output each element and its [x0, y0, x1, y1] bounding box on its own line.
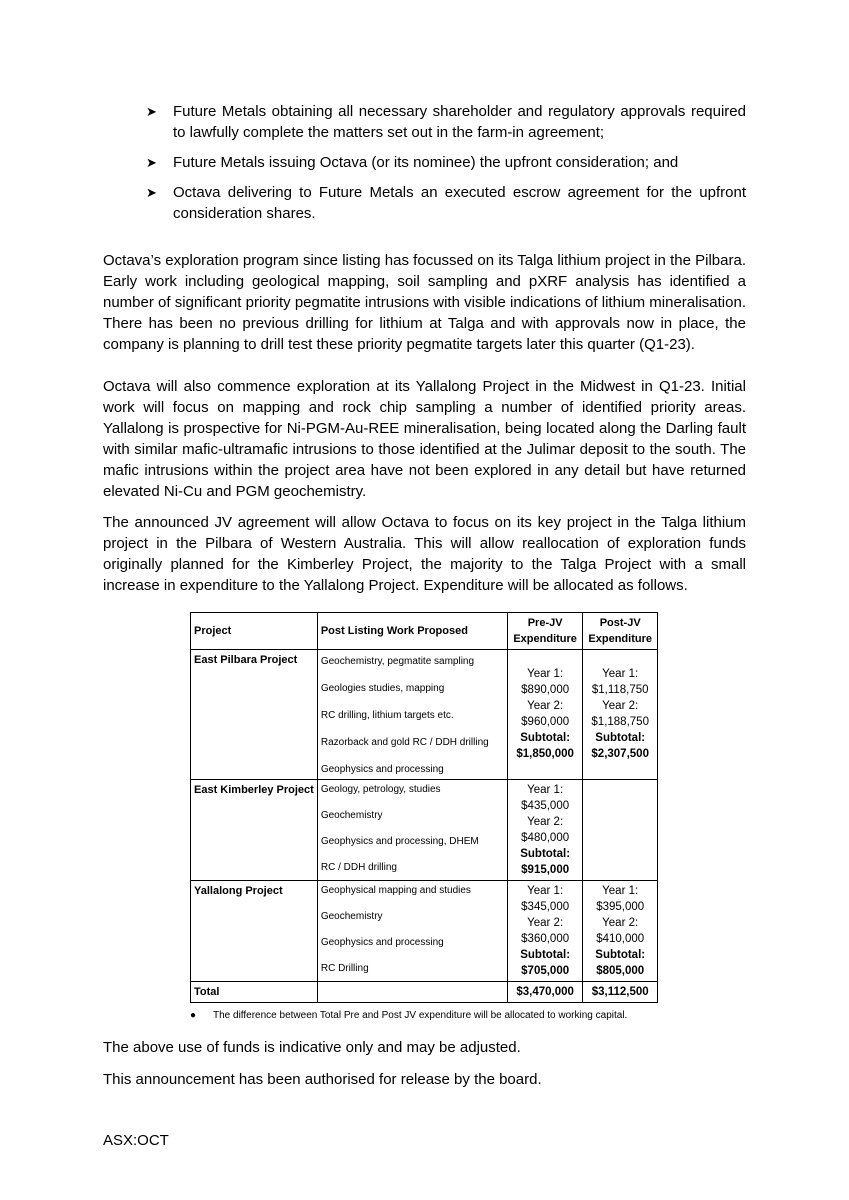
amount-value: $345,000 [521, 901, 570, 913]
list-item [146, 182, 746, 224]
amount-label: Year 2: [602, 700, 639, 712]
subtotal-value: $915,000 [521, 864, 570, 876]
work-item: Geophysics and processing, DHEM [320, 836, 479, 847]
pre-jv-amounts [507, 780, 583, 881]
subtotal-value: $805,000 [596, 965, 645, 977]
funds-indicative-note: The above use of funds is indicative only and may be adjusted. [103, 1039, 521, 1056]
work-item: RC / DDH drilling [320, 862, 397, 873]
list-item [146, 101, 746, 143]
subtotal-value: $705,000 [521, 965, 570, 977]
condition-text: Octava delivering to Future Metals an executed escrow agreement for the upfront consideration shares. [173, 184, 746, 222]
work-item: Geophysics and processing [320, 937, 444, 948]
total-row [191, 982, 658, 1003]
subtotal-label: Subtotal: [520, 949, 571, 961]
pre-jv-amounts [507, 650, 583, 780]
subtotal-value: $2,307,500 [591, 748, 649, 760]
amount-value: $890,000 [521, 684, 570, 696]
header-pre-line2: Expenditure [513, 633, 577, 645]
work-item: Razorback and gold RC / DDH drilling [320, 737, 489, 748]
work-item: Geology, petrology, studies [320, 784, 441, 795]
subtotal-label: Subtotal: [520, 732, 571, 744]
amount-value: $435,000 [521, 800, 570, 812]
subtotal-label: Subtotal: [520, 848, 571, 860]
amount-value: $395,000 [596, 901, 645, 913]
total-post-jv: $3,112,500 [583, 982, 658, 1003]
header-pre-jv [507, 613, 583, 650]
header-post-line2: Expenditure [588, 633, 652, 645]
footer-asx-code: ASX:OCT [103, 1132, 169, 1149]
work-list [317, 780, 507, 881]
total-pre-jv: $3,470,000 [507, 982, 583, 1003]
table-row [191, 780, 658, 881]
post-jv-amounts [583, 881, 658, 982]
amount-label: Year 2: [602, 917, 639, 929]
amount-value: $480,000 [521, 832, 570, 844]
expenditure-table [190, 612, 658, 1003]
total-work-empty [317, 982, 507, 1003]
authorisation-note: This announcement has been authorised for release by the board. [103, 1071, 542, 1088]
paragraph-yallalong: Octava will also commence exploration at its Yallalong Project in the Midwest in Q1-23. Initial work will focus on mapping and rock chip sampling a number of identified priority areas. Yallalong is prospective for Ni-PGM-Au-REE mineralisation, being located along the Darling fault with similar mafic-ultramafic intrusions to those identified at the Julimar deposit to the south. The mafic intrusions within the project area have not been explored in any detail but have returned elevated Ni-Cu and PGM geochemistry. [103, 378, 746, 500]
table-row [191, 650, 658, 780]
work-item: Geophysics and processing [320, 764, 444, 775]
conditions-list [146, 101, 746, 232]
work-list [317, 881, 507, 982]
amount-label: Year 1: [527, 784, 564, 796]
header-post-jv [583, 613, 658, 650]
post-jv-amounts [583, 650, 658, 780]
amount-label: Year 2: [527, 917, 564, 929]
arrow-bullet-icon: ➤ [146, 104, 157, 119]
amount-label: Year 1: [527, 668, 564, 680]
condition-text: Future Metals issuing Octava (or its nominee) the upfront consideration; and [173, 154, 679, 171]
pre-jv-amounts [507, 881, 583, 982]
post-jv-amounts-empty [583, 780, 658, 881]
header-work: Post Listing Work Proposed [317, 613, 507, 650]
table-row [191, 881, 658, 982]
amount-value: $410,000 [596, 933, 645, 945]
amount-value: $960,000 [521, 716, 570, 728]
amount-label: Year 2: [527, 816, 564, 828]
work-list [317, 650, 507, 780]
footnote-text: The difference between Total Pre and Post JV expenditure will be allocated to working capital. [213, 1010, 628, 1021]
amount-label: Year 1: [602, 885, 639, 897]
total-label: Total [191, 982, 318, 1003]
work-item: Geophysical mapping and studies [320, 885, 471, 896]
amount-value: $1,118,750 [591, 684, 649, 696]
arrow-bullet-icon: ➤ [146, 185, 157, 200]
condition-text: Future Metals obtaining all necessary shareholder and regulatory approvals required to lawfully complete the matters set out in the farm-in agreement; [173, 103, 746, 141]
project-name: Yallalong Project [191, 881, 318, 982]
header-post-line1: Post-JV [599, 617, 641, 629]
header-pre-line1: Pre-JV [527, 617, 563, 629]
work-item: Geochemistry, pegmatite sampling [320, 656, 475, 667]
work-item: RC drilling, lithium targets etc. [320, 710, 454, 721]
list-item [146, 152, 746, 173]
amount-label: Year 1: [602, 668, 639, 680]
paragraph-jv-agreement: The announced JV agreement will allow Octava to focus on its key project in the Talga lithium project in the Pilbara of Western Australia. This will allow reallocation of exploration funds originally planned for the Kimberley Project, the majority to the Talga Project with a small increase in expenditure to the Yallalong Project. Expenditure will be allocated as follows. [103, 514, 746, 594]
subtotal-label: Subtotal: [595, 732, 646, 744]
table-header-row [191, 613, 658, 650]
work-item: Geochemistry [320, 810, 383, 821]
work-item: Geochemistry [320, 911, 383, 922]
amount-value: $1,188,750 [591, 716, 649, 728]
amount-label: Year 2: [527, 700, 564, 712]
paragraph-talga: Octava’s exploration program since listing has focussed on its Talga lithium project in the Pilbara. Early work including geological mapping, soil sampling and pXRF analysis has identified a number of significant priority pegmatite intrusions with visible indications of lithium mineralisation. There has been no previous drilling for lithium at Talga and with approvals now in place, the company is planning to drill test these priority pegmatite targets later this quarter (Q1-23). [103, 252, 746, 353]
header-project: Project [191, 613, 318, 650]
amount-value: $360,000 [521, 933, 570, 945]
project-name: East Kimberley Project [191, 780, 318, 881]
work-item: RC Drilling [320, 963, 369, 974]
amount-label: Year 1: [527, 885, 564, 897]
bullet-dot-icon: ● [190, 1010, 197, 1021]
arrow-bullet-icon: ➤ [146, 155, 157, 170]
work-item: Geologies studies, mapping [320, 683, 445, 694]
project-name: East Pilbara Project [191, 650, 318, 780]
subtotal-value: $1,850,000 [516, 748, 574, 760]
subtotal-label: Subtotal: [595, 949, 646, 961]
